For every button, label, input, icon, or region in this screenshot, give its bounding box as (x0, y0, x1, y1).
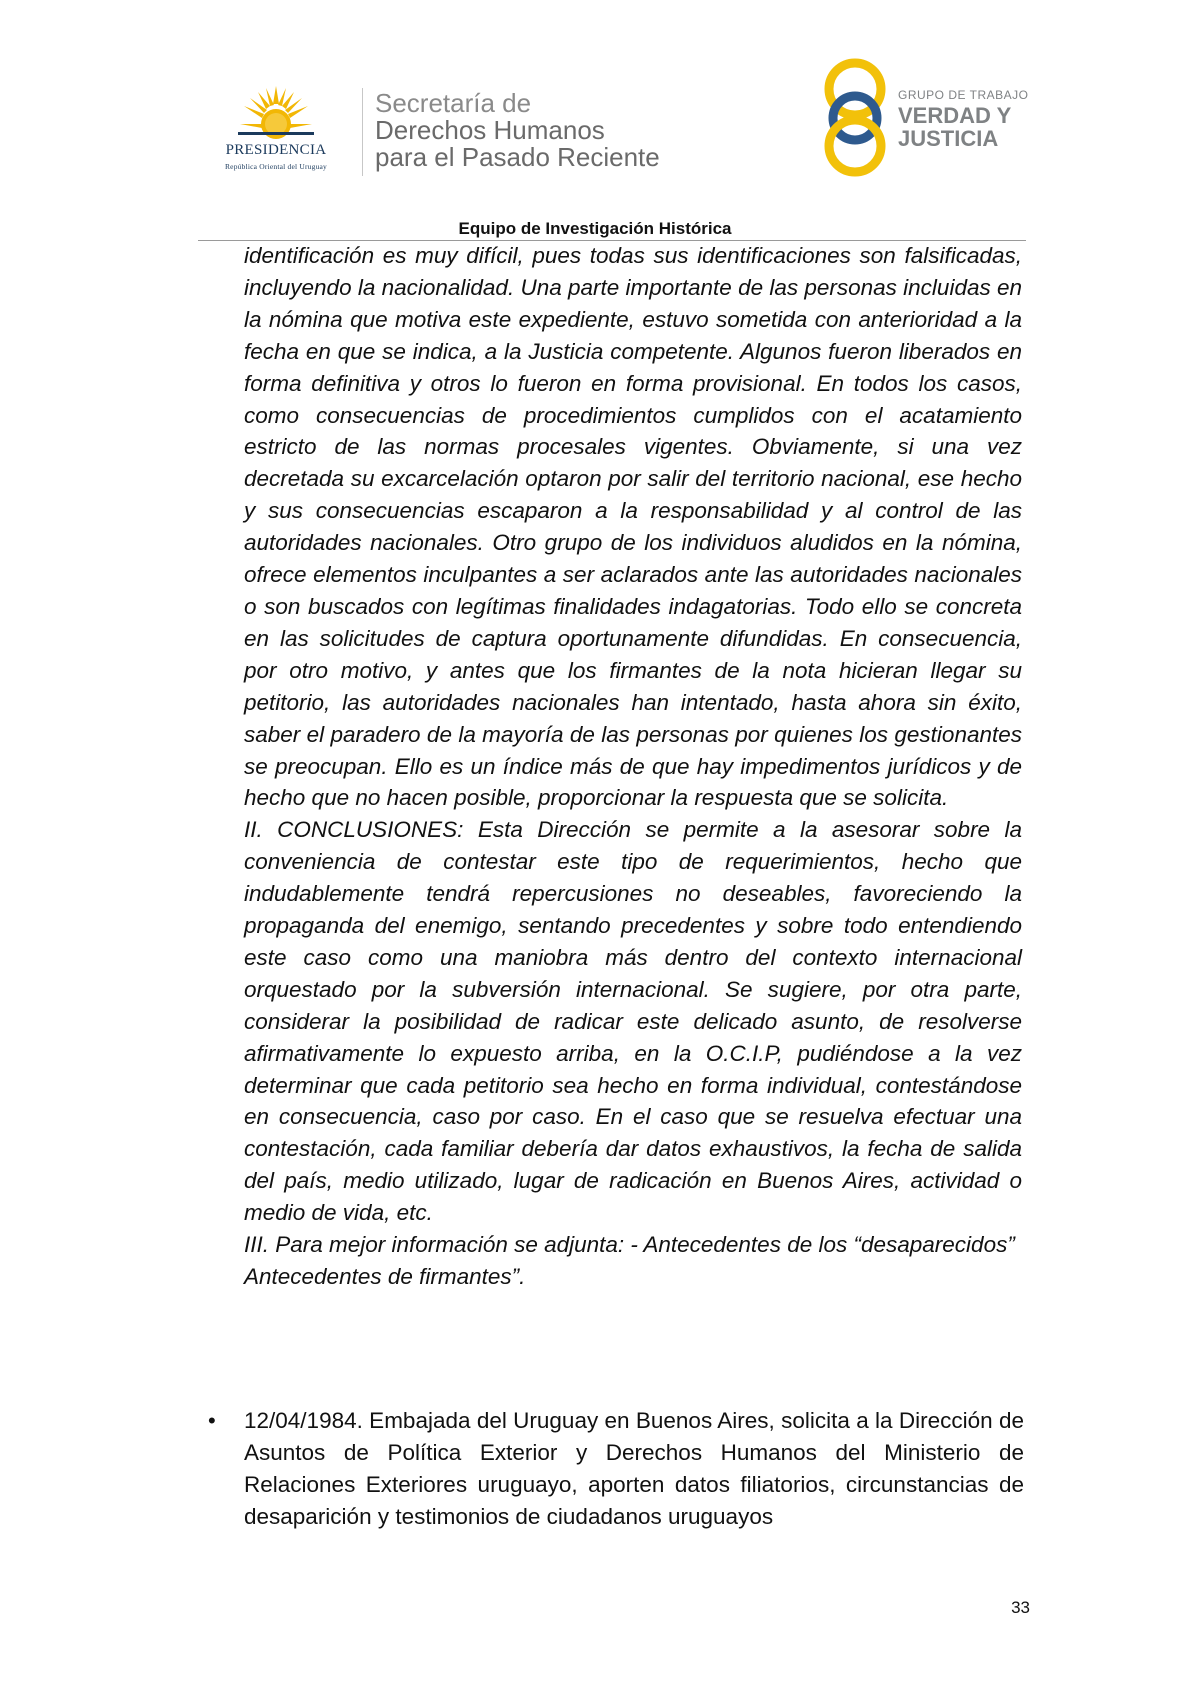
verdad-justicia-rings-icon (815, 56, 895, 178)
page-header (0, 0, 1190, 238)
team-title: Equipo de Investigación Histórica (458, 219, 732, 238)
secretaria-line-1: Secretaría de (375, 88, 532, 118)
presidencia-logo (196, 82, 356, 174)
grupo-line-1: GRUPO DE TRABAJO (898, 88, 1029, 102)
page-number: 33 (1011, 1598, 1030, 1617)
grupo-line-2: VERDAD Y (898, 103, 1012, 128)
secretaria-line-3: para el Pasado Reciente (375, 142, 660, 172)
document-body (244, 240, 1022, 1293)
paragraph-adjunta: III. Para mejor información se adjunta: - Antecedentes de los “desaparecidos” (244, 1232, 1015, 1258)
bullet-marker: • (208, 1408, 216, 1433)
secretaria-title (375, 90, 660, 171)
paragraph-conclusiones: II. CONCLUSIONES: Esta Dirección se permite a la asesorar sobre la conveniencia de contestar este tipo de requerimientos, hecho que indudablemente tendrá repercusiones no deseables, favoreciendo la propaganda del enemigo, sentando precedentes y sobre todo entendiendo este caso como una maniobra más dentro del contexto internacional orquestado por la subversión internacional. Se sugiere, por otra parte, considerar la posibilidad de radicar este delicado asunto, de resolverse afirmativamente lo expuesto arriba, en la O.C.I.P, pudiéndose a la vez determinar que cada petitorio sea hecho en forma individual, contestándose en consecuencia, caso por caso. En el caso que se resuelva efectuar una contestación, cada familiar debería dar datos exhaustivos, la fecha de salida del país, medio utilizado, lugar de radicación en Buenos Aires, actividad o medio de vida, etc. (244, 817, 1022, 1226)
paragraph-1: identificación es muy difícil, pues todas sus identificaciones son falsificadas, incluyendo la nacionalidad. Una parte importante de las personas incluidas en la nómina que motiva este expediente, estuvo sometida con anterioridad a la fecha en que se indica, a la Justicia competente. Algunos fueron liberados en forma definitiva y otros lo fueron en forma provisional. En todos los casos, como consecuencias de procedimientos cumplidos con el acatamiento estricto de las normas procesales vigentes. Obviamente, si una vez decretada su excarcelación optaron por salir del territorio nacional, ese hecho y sus consecuencias escaparon a la responsabilidad y al control de las autoridades nacionales. Otro grupo de los individuos aludidos en la nómina, ofrece elementos inculpantes a ser aclarados ante las autoridades nacionales o son buscados con legítimas finalidades indagatorias. Todo ello se concreta en las solicitudes de captura oportunamente difundidas. En consecuencia, por otro motivo, y antes que los firmantes de la nota hicieran llegar su petitorio, las autoridades nacionales han intentado, hasta ahora sin éxito, saber el paradero de la mayoría de las personas por quienes los gestionantes se preocupan. Ello es un índice más de que hay impedimentos jurídicos y de hecho que no hacen posible, proporcionar la respuesta que se solicita. (244, 243, 1022, 811)
presidencia-name: PRESIDENCIA (225, 142, 327, 158)
header-divider (362, 88, 363, 176)
paragraph-antecedentes: Antecedentes de firmantes”. (244, 1264, 526, 1289)
secretaria-line-2: Derechos Humanos (375, 115, 605, 145)
grupo-line-3: JUSTICIA (898, 126, 999, 151)
grupo-trabajo-title (898, 88, 1028, 150)
bullet-item: 12/04/1984. Embajada del Uruguay en Buenos Aires, solicita a la Dirección de Asuntos de Política Exterior y Derechos Humanos del Ministerio de Relaciones Exteriores uruguayo, aporten datos filiatorios, circunstancias de desaparición y testimonios de ciudadanos uruguayos (244, 1408, 1024, 1529)
presidencia-subtitle: República Oriental del Uruguay (224, 162, 327, 171)
sun-emblem-icon (238, 82, 314, 142)
